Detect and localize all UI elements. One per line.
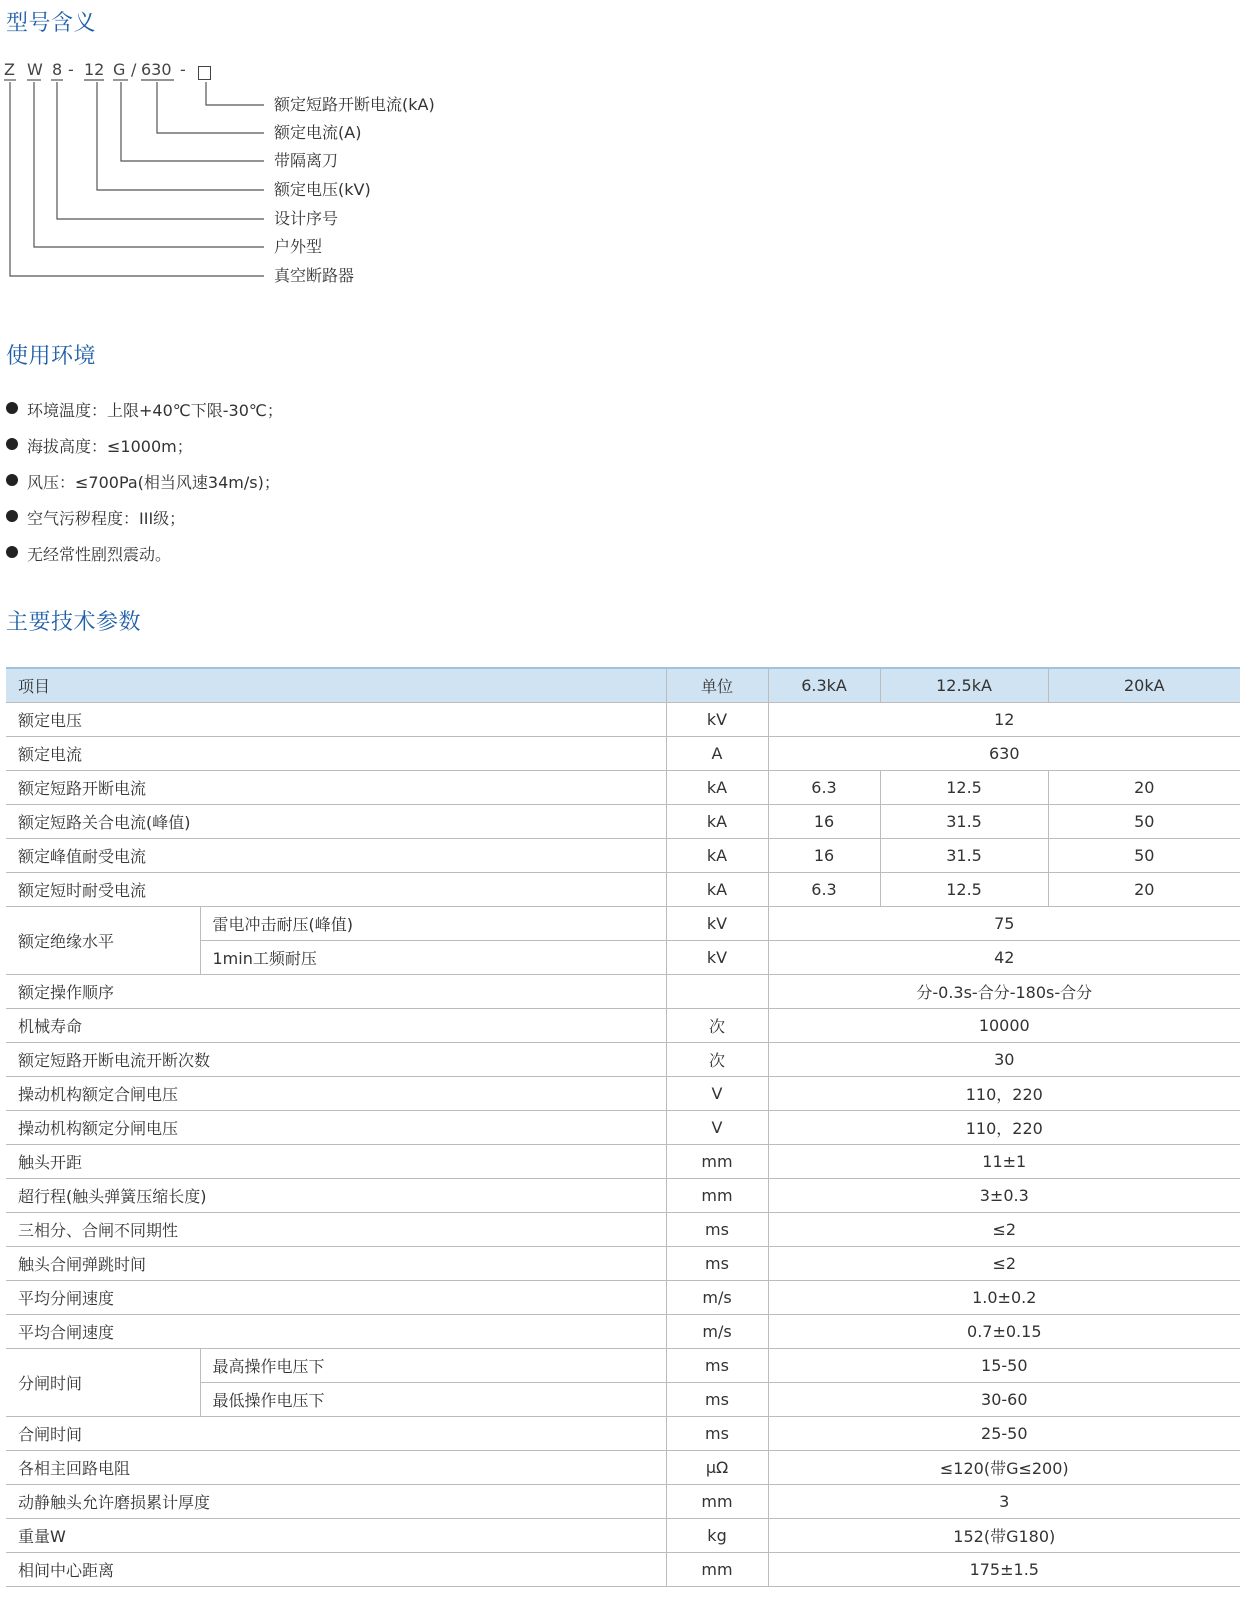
table-cell-value: 110，220 xyxy=(768,1077,1240,1111)
table-row xyxy=(6,1213,1240,1247)
environment-list xyxy=(6,398,283,578)
table-cell-unit: kV xyxy=(666,941,768,975)
bullet-icon xyxy=(6,474,18,486)
table-cell-item: 平均合闸速度 xyxy=(6,1315,666,1349)
spec-table xyxy=(6,667,1240,1587)
table-cell-unit: mm xyxy=(666,1145,768,1179)
table-cell-unit: m/s xyxy=(666,1315,768,1349)
list-item-text: 环境温度：上限+40℃下限-30℃； xyxy=(27,401,283,420)
table-cell-item: 操动机构额定合闸电压 xyxy=(6,1077,666,1111)
list-item-text: 风压：≤700Pa(相当风速34m/s)； xyxy=(27,473,280,492)
table-cell-value: 1.0±0.2 xyxy=(768,1281,1240,1315)
table-row xyxy=(6,873,1240,907)
table-cell-value: 10000 xyxy=(768,1009,1240,1043)
table-cell-value: 16 xyxy=(768,805,880,839)
table-row xyxy=(6,1315,1240,1349)
model-section-title: 型号含义 xyxy=(6,11,97,36)
table-cell-unit: kA xyxy=(666,839,768,873)
table-cell-item: 超行程(触头弹簧压缩长度) xyxy=(6,1179,666,1213)
table-cell-item: 相间中心距离 xyxy=(6,1553,666,1587)
code-part-current: 630 xyxy=(141,60,172,79)
header-6-3ka: 6.3kA xyxy=(768,668,880,703)
table-cell-unit: kV xyxy=(666,703,768,737)
table-cell-value: 75 xyxy=(768,907,1240,941)
code-part-w: W xyxy=(27,60,43,79)
code-part-blank-box xyxy=(198,62,211,82)
table-cell-value: 20 xyxy=(1048,873,1240,907)
table-cell-item: 额定电流 xyxy=(6,737,666,771)
table-cell-item: 额定短路关合电流(峰值) xyxy=(6,805,666,839)
table-cell-item: 额定电压 xyxy=(6,703,666,737)
table-cell-item: 1min工频耐压 xyxy=(200,941,666,975)
table-cell-item: 重量W xyxy=(6,1519,666,1553)
table-row xyxy=(6,907,1240,941)
header-unit: 单位 xyxy=(666,668,768,703)
table-cell-value: 0.7±0.15 xyxy=(768,1315,1240,1349)
bullet-icon xyxy=(6,402,18,414)
table-row xyxy=(6,1179,1240,1213)
table-cell-unit: kA xyxy=(666,873,768,907)
specs-section-title: 主要技术参数 xyxy=(6,610,142,635)
meaning-rated-current: 额定电流(A) xyxy=(274,123,362,142)
table-row xyxy=(6,737,1240,771)
table-cell-unit: 次 xyxy=(666,1009,768,1043)
table-row xyxy=(6,1247,1240,1281)
table-cell-unit: V xyxy=(666,1077,768,1111)
list-item-text: 海拔高度：≤1000m； xyxy=(27,437,193,456)
table-row xyxy=(6,703,1240,737)
list-item xyxy=(6,542,283,578)
meaning-design-number: 设计序号 xyxy=(274,209,339,228)
code-part-slash: / xyxy=(131,60,137,79)
table-row xyxy=(6,839,1240,873)
table-cell-item: 最高操作电压下 xyxy=(200,1349,666,1383)
table-cell-unit: ms xyxy=(666,1383,768,1417)
table-cell-group: 额定绝缘水平 xyxy=(6,907,200,975)
table-cell-value: 42 xyxy=(768,941,1240,975)
table-cell-unit: ms xyxy=(666,1349,768,1383)
table-row xyxy=(6,1111,1240,1145)
code-part-voltage: 12 xyxy=(84,60,105,79)
table-cell-value: 175±1.5 xyxy=(768,1553,1240,1587)
table-cell-value: ≤2 xyxy=(768,1247,1240,1281)
table-cell-value: 15-50 xyxy=(768,1349,1240,1383)
table-cell-unit: kV xyxy=(666,907,768,941)
table-cell-value: 12.5 xyxy=(880,873,1048,907)
table-row xyxy=(6,1519,1240,1553)
table-cell-item: 最低操作电压下 xyxy=(200,1383,666,1417)
table-header-row xyxy=(6,668,1240,703)
table-cell-unit xyxy=(666,975,768,1009)
meaning-isolating-knife: 带隔离刀 xyxy=(274,151,339,170)
meaning-rated-voltage: 额定电压(kV) xyxy=(274,180,371,199)
environment-section-title: 使用环境 xyxy=(6,344,97,369)
table-row xyxy=(6,805,1240,839)
table-cell-value: 6.3 xyxy=(768,873,880,907)
table-cell-unit: kA xyxy=(666,771,768,805)
table-cell-item: 平均分闸速度 xyxy=(6,1281,666,1315)
table-cell-value: 50 xyxy=(1048,805,1240,839)
table-cell-value: 分-0.3s-合分-180s-合分 xyxy=(768,975,1240,1009)
header-12-5ka: 12.5kA xyxy=(880,668,1048,703)
table-cell-unit: ms xyxy=(666,1247,768,1281)
meaning-breaking-current: 额定短路开断电流(kA) xyxy=(274,95,435,114)
code-part-design-number: 8 xyxy=(52,60,63,79)
table-cell-unit: kA xyxy=(666,805,768,839)
table-cell-value: 3±0.3 xyxy=(768,1179,1240,1213)
table-cell-value: 16 xyxy=(768,839,880,873)
table-cell-value: 25-50 xyxy=(768,1417,1240,1451)
table-cell-value: 20 xyxy=(1048,771,1240,805)
table-row xyxy=(6,1553,1240,1587)
code-part-z: Z xyxy=(4,60,15,79)
table-cell-unit: ms xyxy=(666,1417,768,1451)
table-cell-value: 31.5 xyxy=(880,839,1048,873)
list-item-text: 无经常性剧烈震动。 xyxy=(27,545,172,564)
header-20ka: 20kA xyxy=(1048,668,1240,703)
meaning-outdoor-type: 户外型 xyxy=(274,237,323,256)
table-cell-item: 额定操作顺序 xyxy=(6,975,666,1009)
table-row xyxy=(6,771,1240,805)
list-item xyxy=(6,470,283,506)
header-item: 项目 xyxy=(6,668,666,703)
table-row xyxy=(6,1451,1240,1485)
table-row xyxy=(6,1281,1240,1315)
code-part-g: G xyxy=(113,60,126,79)
table-cell-value: 30 xyxy=(768,1043,1240,1077)
table-cell-value: ≤2 xyxy=(768,1213,1240,1247)
table-row xyxy=(6,1417,1240,1451)
table-cell-item: 机械寿命 xyxy=(6,1009,666,1043)
bullet-icon xyxy=(6,510,18,522)
table-cell-item: 合闸时间 xyxy=(6,1417,666,1451)
table-cell-unit: mm xyxy=(666,1485,768,1519)
table-cell-item: 触头合闸弹跳时间 xyxy=(6,1247,666,1281)
table-row xyxy=(6,1043,1240,1077)
table-cell-value: ≤120(带G≤200) xyxy=(768,1451,1240,1485)
code-part-dash-2: - xyxy=(180,60,186,79)
table-cell-unit: kg xyxy=(666,1519,768,1553)
table-cell-unit: μΩ xyxy=(666,1451,768,1485)
model-code-diagram xyxy=(0,58,500,298)
table-cell-item: 三相分、合闸不同期性 xyxy=(6,1213,666,1247)
list-item xyxy=(6,506,283,542)
table-cell-value: 152(带G180) xyxy=(768,1519,1240,1553)
table-row xyxy=(6,1349,1240,1383)
table-row xyxy=(6,975,1240,1009)
table-row xyxy=(6,1077,1240,1111)
table-cell-item: 动静触头允许磨损累计厚度 xyxy=(6,1485,666,1519)
list-item xyxy=(6,398,283,434)
table-cell-unit: 次 xyxy=(666,1043,768,1077)
table-cell-value: 50 xyxy=(1048,839,1240,873)
table-cell-unit: m/s xyxy=(666,1281,768,1315)
meaning-vacuum-breaker: 真空断路器 xyxy=(274,266,355,285)
table-cell-value: 12.5 xyxy=(880,771,1048,805)
table-cell-group: 分闸时间 xyxy=(6,1349,200,1417)
list-item-text: 空气污秽程度：III级； xyxy=(27,509,186,528)
table-row xyxy=(6,1009,1240,1043)
table-row xyxy=(6,1485,1240,1519)
table-cell-item: 操动机构额定分闸电压 xyxy=(6,1111,666,1145)
table-cell-value: 3 xyxy=(768,1485,1240,1519)
table-cell-item: 额定短时耐受电流 xyxy=(6,873,666,907)
table-cell-value: 6.3 xyxy=(768,771,880,805)
code-part-dash: - xyxy=(68,60,74,79)
bullet-icon xyxy=(6,546,18,558)
table-cell-unit: ms xyxy=(666,1213,768,1247)
table-row xyxy=(6,1145,1240,1179)
table-cell-item: 雷电冲击耐压(峰值) xyxy=(200,907,666,941)
table-cell-unit: mm xyxy=(666,1553,768,1587)
model-code-lines xyxy=(0,58,500,298)
spec-table-body xyxy=(6,703,1240,1587)
table-cell-unit: V xyxy=(666,1111,768,1145)
table-cell-value: 110，220 xyxy=(768,1111,1240,1145)
table-cell-unit: mm xyxy=(666,1179,768,1213)
table-cell-value: 12 xyxy=(768,703,1240,737)
table-cell-item: 各相主回路电阻 xyxy=(6,1451,666,1485)
list-item xyxy=(6,434,283,470)
table-cell-item: 额定短路开断电流开断次数 xyxy=(6,1043,666,1077)
table-cell-value: 31.5 xyxy=(880,805,1048,839)
table-cell-unit: A xyxy=(666,737,768,771)
table-cell-item: 额定短路开断电流 xyxy=(6,771,666,805)
table-cell-item: 额定峰值耐受电流 xyxy=(6,839,666,873)
bullet-icon xyxy=(6,438,18,450)
table-cell-value: 30-60 xyxy=(768,1383,1240,1417)
table-cell-value: 11±1 xyxy=(768,1145,1240,1179)
table-cell-item: 触头开距 xyxy=(6,1145,666,1179)
table-cell-value: 630 xyxy=(768,737,1240,771)
